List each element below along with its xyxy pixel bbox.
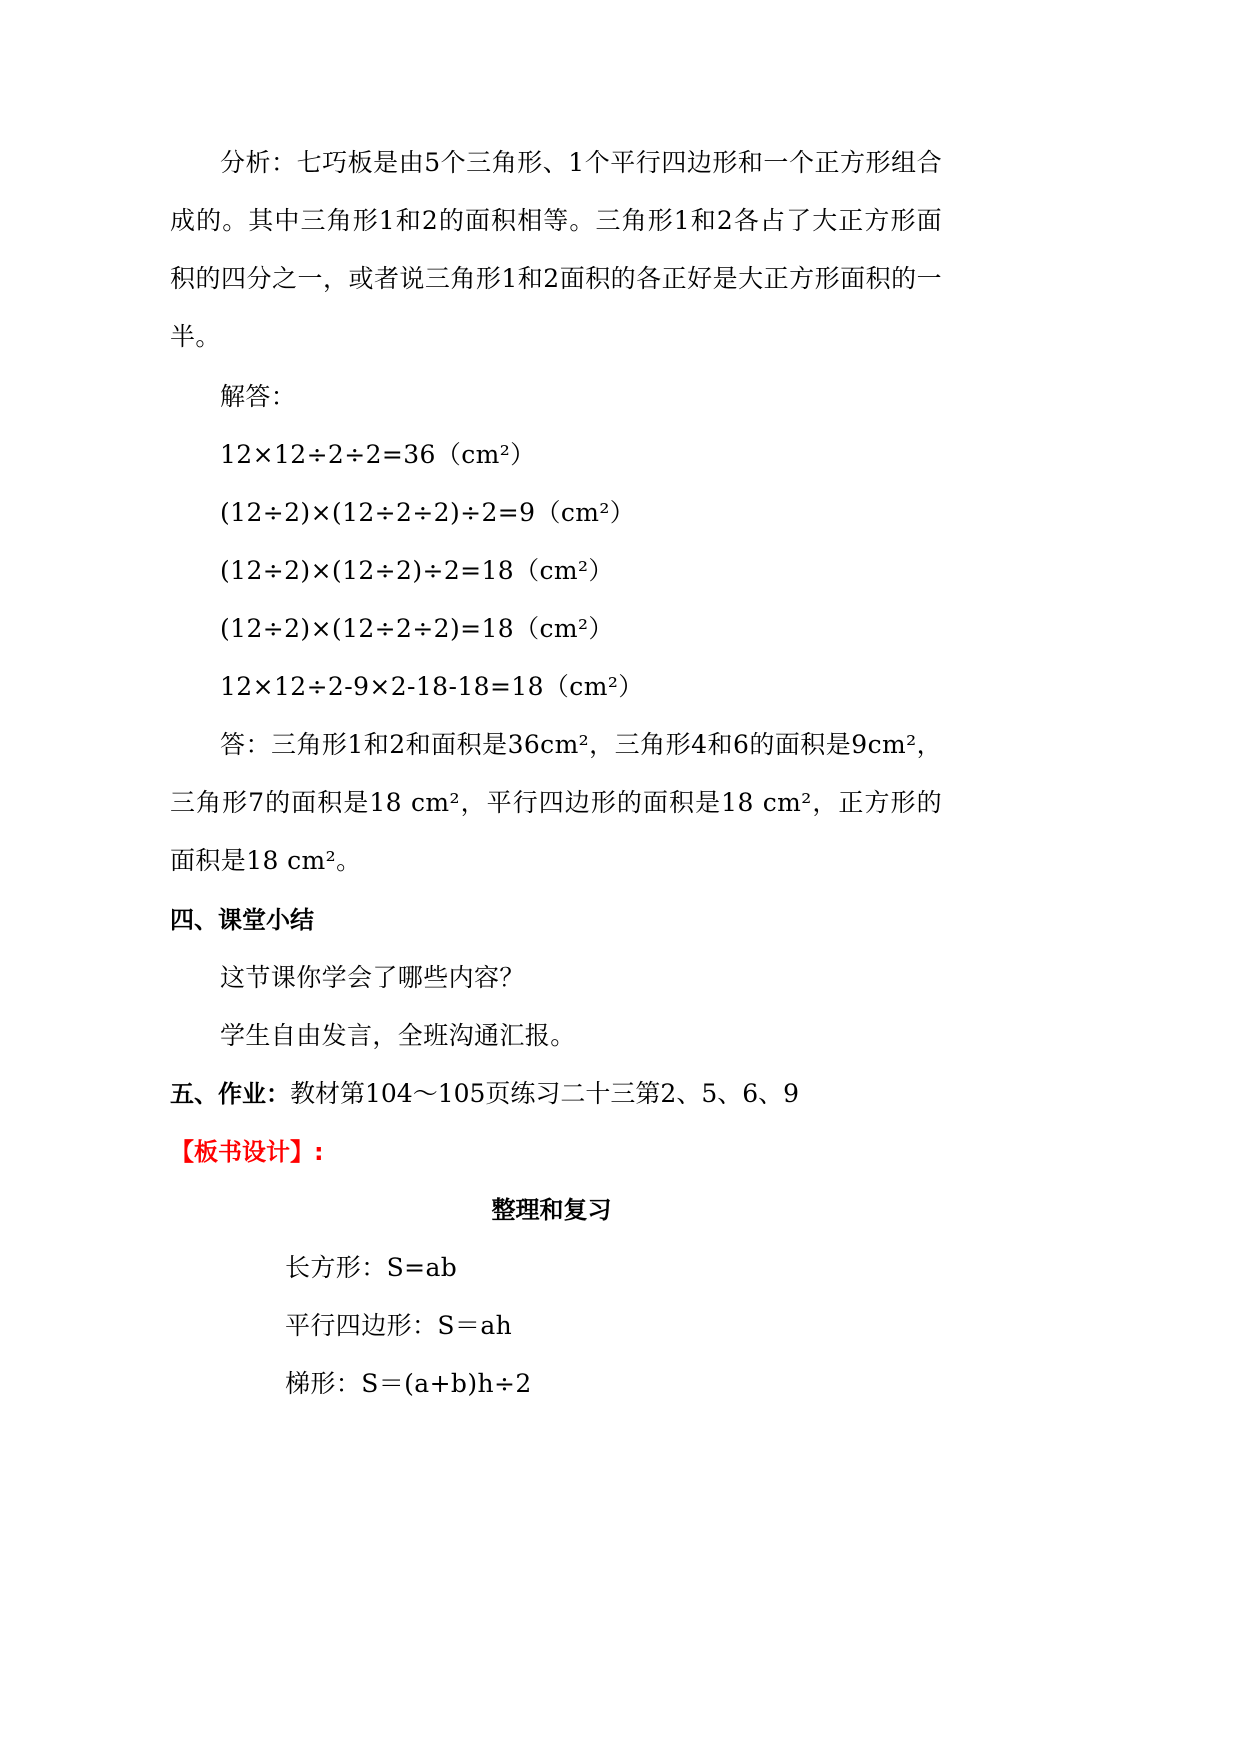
solution-step: (12÷2)×(12÷2÷2)÷2=9（cm²） (220, 498, 636, 527)
homework-text: 教材第104～105页练习二十三第2、5、6、9 (290, 1079, 800, 1108)
solution-step: 12×12÷2-9×2-18-18=18（cm²） (220, 672, 644, 701)
solution-label: 解答： (220, 382, 297, 411)
board-design-label: 【板书设计】: (170, 1138, 324, 1166)
section-heading-homework: 五、作业： (170, 1080, 290, 1108)
solution-step: 12×12÷2÷2=36（cm²） (220, 440, 536, 469)
formula-parallelogram: 平行四边形：S＝ah (285, 1311, 513, 1340)
formula-rectangle: 长方形：S=ab (285, 1253, 458, 1282)
section-heading-summary: 四、课堂小结 (170, 906, 314, 934)
answer-paragraph: 答：三角形1和2和面积是36cm²，三角形4和6的面积是9cm²，三角形7的面积是18 cm²，平行四边形的面积是18 cm²，正方形的面积是18 cm²。 (170, 730, 942, 875)
homework-row (170, 1078, 799, 1110)
summary-line: 这节课你学会了哪些内容？ (220, 963, 525, 992)
summary-line: 学生自由发言，全班沟通汇报。 (220, 1021, 576, 1050)
formula-trapezoid: 梯形：S＝(a+b)h÷2 (285, 1369, 532, 1398)
analysis-paragraph: 分析：七巧板是由5个三角形、1个平行四边形和一个正方形组合成的。其中三角形1和2的面积相等。三角形1和2各占了大正方形面积的四分之一，或者说三角形1和2面积的各正好是大正方形面积的一半。 (170, 148, 942, 351)
board-title: 整理和复习 (491, 1196, 612, 1224)
solution-step: (12÷2)×(12÷2÷2)=18（cm²） (220, 614, 614, 643)
solution-step: (12÷2)×(12÷2)÷2=18（cm²） (220, 556, 614, 585)
